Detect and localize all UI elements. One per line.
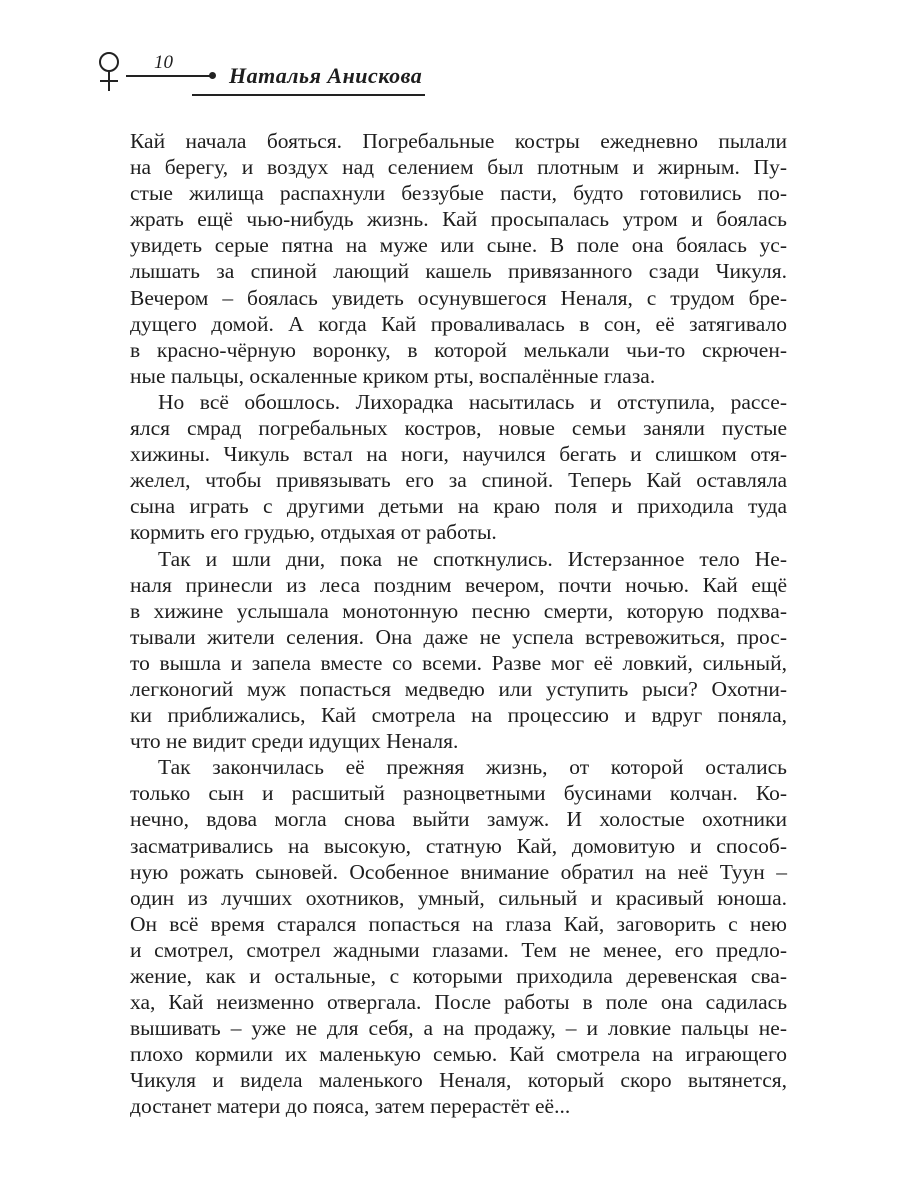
text-line: Но всё обошлось. Лихорадка насытилась и отступила, рассе- bbox=[158, 389, 787, 414]
header-underline bbox=[192, 94, 425, 96]
text-line: стые жилища распахнули беззубые пасти, будто готовились по- bbox=[130, 181, 787, 206]
text-line: ялся смрад погребальных костров, новые семьи заняли пустые bbox=[130, 416, 787, 441]
text-line: в красно-чёрную воронку, в которой мелькали чьи-то скрючен- bbox=[130, 337, 787, 362]
text-line: ки приближались, Кай смотрела на процессию и вдруг поняла, bbox=[130, 703, 787, 728]
text-line: достанет матери до пояса, затем перерастёт её... bbox=[130, 1094, 571, 1119]
paragraph bbox=[130, 128, 787, 389]
text-line: и смотрел, смотрел жадными глазами. Тем не менее, его предло- bbox=[130, 937, 787, 962]
text-line: ха, Кай неизменно отвергала. После работы в поле она садилась bbox=[130, 990, 787, 1015]
text-line: тывали жители селения. Она даже не успела встревожиться, прос- bbox=[130, 624, 787, 649]
venus-symbol-icon bbox=[96, 52, 122, 96]
text-line: ную рожать сыновей. Особенное внимание обратил на неё Туун – bbox=[130, 859, 787, 884]
text-line: хижины. Чикуль встал на ноги, научился бегать и слишком отя- bbox=[130, 442, 787, 467]
running-header bbox=[96, 50, 426, 100]
text-line: плохо кормили их маленькую семью. Кай смотрела на играющего bbox=[130, 1042, 787, 1067]
text-line: желел, чтобы привязывать его за спиной. Теперь Кай оставляла bbox=[130, 468, 787, 493]
text-line: засматривались на высокую, статную Кай, домовитую и способ- bbox=[130, 833, 787, 858]
header-dot bbox=[209, 72, 216, 79]
author-name: Наталья Анискова bbox=[229, 63, 423, 88]
text-line: что не видит среди идущих Неналя. bbox=[130, 729, 459, 754]
text-line: Вечером – боялась увидеть осунувшегося Неналя, с трудом бре- bbox=[130, 285, 787, 310]
text-line: лышать за спиной лающий кашель привязанного сзади Чикуля. bbox=[130, 259, 787, 284]
text-line: Так закончилась её прежняя жизнь, от которой остались bbox=[158, 755, 787, 780]
text-line: один из лучших охотников, умный, сильный и красивый юноша. bbox=[130, 885, 787, 910]
paragraph bbox=[130, 389, 787, 546]
text-line: только сын и расшитый разноцветными бусинами колчан. Ко- bbox=[130, 781, 787, 806]
header-rule bbox=[126, 75, 211, 77]
text-line: увидеть серые пятна на муже или сыне. В поле она боялась ус- bbox=[130, 233, 787, 258]
text-line: сына играть с другими детьми на краю поля и приходила туда bbox=[130, 494, 787, 519]
text-line: вышивать – уже не для себя, а на продажу, – и ловкие пальцы не- bbox=[130, 1016, 787, 1041]
text-line: ные пальцы, оскаленные криком рты, воспалённые глаза. bbox=[130, 363, 656, 388]
text-line: жрать ещё чью-нибудь жизнь. Кай просыпалась утром и боялась bbox=[130, 207, 787, 232]
text-line: дущего домой. А когда Кай проваливалась в сон, её затягивало bbox=[130, 311, 787, 336]
text-line: на берегу, и воздух над селением был плотным и жирным. Пу- bbox=[130, 155, 787, 180]
text-line: легконогий муж попасться медведю или уступить рыси? Охотни- bbox=[130, 676, 787, 701]
text-line: жение, как и остальные, с которыми приходила деревенская сва- bbox=[130, 964, 787, 988]
text-line: то вышла и запела вместе со всеми. Разве мог её ловкий, сильный, bbox=[130, 650, 787, 675]
text-line: Чикуля и видела маленького Неналя, который скоро вытянется, bbox=[130, 1068, 787, 1093]
page-number: 10 bbox=[154, 52, 173, 73]
text-line: Кай начала бояться. Погребальные костры ежедневно пылали bbox=[130, 129, 787, 153]
text-line: Он всё время старался попасться на глаза Кай, заговорить с нею bbox=[130, 911, 787, 936]
text-line: в хижине услышала монотонную песню смерти, которую подхва- bbox=[130, 598, 787, 623]
paragraph bbox=[130, 754, 787, 1119]
text-line: кормить его грудью, отдыхая от работы. bbox=[130, 520, 497, 545]
text-line: Так и шли дни, пока не споткнулись. Истерзанное тело Не- bbox=[158, 546, 787, 571]
paragraph bbox=[130, 546, 787, 755]
text-line: наля принесли из леса поздним вечером, почти ночью. Кай ещё bbox=[130, 572, 787, 597]
body-text bbox=[130, 128, 787, 1120]
text-line: нечно, вдова могла снова выйти замуж. И холостые охотники bbox=[130, 807, 787, 832]
